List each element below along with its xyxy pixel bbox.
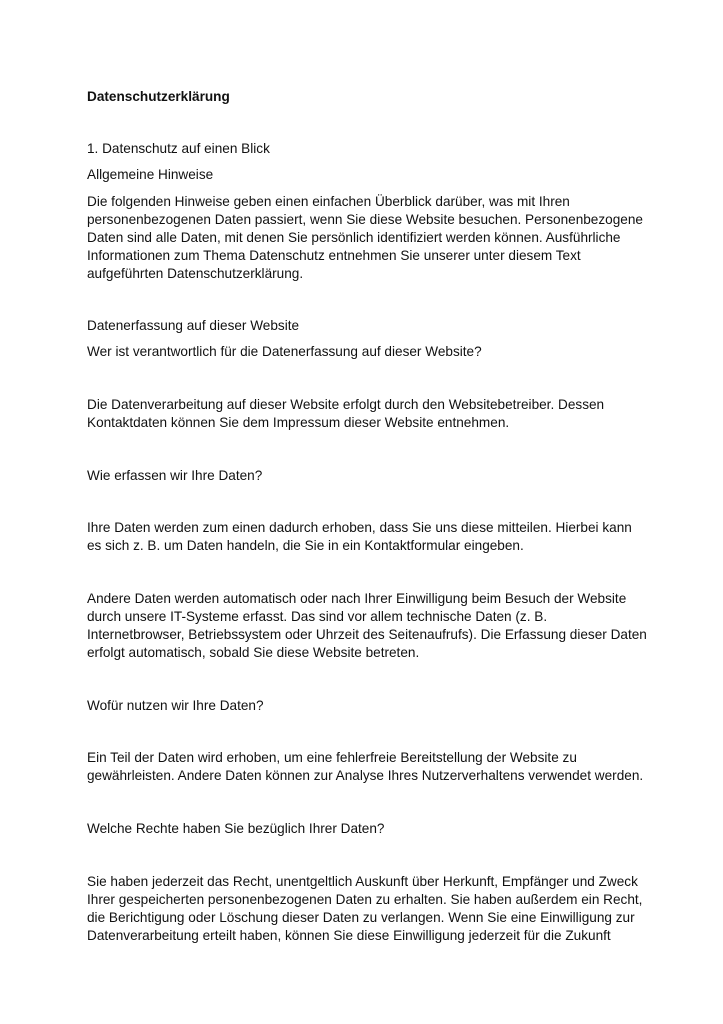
question-rights: Welche Rechte haben Sie bezüglich Ihrer Daten? bbox=[87, 821, 385, 836]
general-paragraph-line: Die folgenden Hinweise geben einen einfachen Überblick darüber, was mit Ihren bbox=[87, 194, 570, 209]
document-title: Datenschutzerklärung bbox=[87, 89, 230, 104]
responsible-paragraph-line: Die Datenverarbeitung auf dieser Website erfolgt durch den Websitebetreiber. Dessen bbox=[87, 397, 605, 412]
subheading-general: Allgemeine Hinweise bbox=[87, 167, 214, 182]
section-heading: 1. Datenschutz auf einen Blick bbox=[87, 141, 270, 156]
general-paragraph-line: personenbezogenen Daten passiert, wenn Sie diese Website besuchen. Personenbezogene bbox=[87, 212, 643, 227]
rights-paragraph-line: Datenverarbeitung erteilt haben, können Sie diese Einwilligung jederzeit für die Zukunft bbox=[87, 928, 611, 943]
general-paragraph-line: Daten sind alle Daten, mit denen Sie persönlich identifiziert werden können. Ausführliche bbox=[87, 230, 621, 245]
how-collect-paragraph-2-line: erfolgt automatisch, sobald Sie diese Website betreten. bbox=[87, 645, 420, 660]
how-collect-paragraph-1-line: es sich z. B. um Daten handeln, die Sie in ein Kontaktformular eingeben. bbox=[87, 538, 524, 553]
question-responsible: Wer ist verantwortlich für die Datenerfassung auf dieser Website? bbox=[87, 344, 482, 359]
responsible-paragraph-line: Kontaktdaten können Sie dem Impressum dieser Website entnehmen. bbox=[87, 415, 510, 430]
how-collect-paragraph-1-line: Ihre Daten werden zum einen dadurch erhoben, dass Sie uns diese mitteilen. Hierbei kann bbox=[87, 520, 632, 535]
rights-paragraph-line: Ihrer gespeicherten personenbezogenen Daten zu erhalten. Sie haben außerdem ein Recht, bbox=[87, 892, 643, 907]
purpose-paragraph-line: Ein Teil der Daten wird erhoben, um eine fehlerfreie Bereitstellung der Website zu bbox=[87, 750, 577, 765]
how-collect-paragraph-2-line: Andere Daten werden automatisch oder nach Ihrer Einwilligung beim Besuch der Website bbox=[87, 591, 627, 606]
general-paragraph-line: Informationen zum Thema Datenschutz entnehmen Sie unserer unter diesem Text bbox=[87, 248, 581, 263]
purpose-paragraph-line: gewährleisten. Andere Daten können zur Analyse Ihres Nutzerverhaltens verwendet werden. bbox=[87, 768, 644, 783]
rights-paragraph-line: Sie haben jederzeit das Recht, unentgeltlich Auskunft über Herkunft, Empfänger und Zweck bbox=[87, 874, 638, 889]
rights-paragraph-line: die Berichtigung oder Löschung dieser Daten zu verlangen. Wenn Sie eine Einwilligung zur bbox=[87, 910, 635, 925]
how-collect-paragraph-2-line: durch unsere IT-Systeme erfasst. Das sind vor allem technische Daten (z. B. bbox=[87, 609, 548, 624]
question-purpose: Wofür nutzen wir Ihre Daten? bbox=[87, 698, 264, 713]
general-paragraph-line: aufgeführten Datenschutzerklärung. bbox=[87, 266, 304, 281]
question-how-collect: Wie erfassen wir Ihre Daten? bbox=[87, 468, 263, 483]
how-collect-paragraph-2-line: Internetbrowser, Betriebssystem oder Uhrzeit des Seitenaufrufs). Die Erfassung dieser Daten bbox=[87, 627, 647, 642]
subheading-data-collection: Datenerfassung auf dieser Website bbox=[87, 318, 300, 333]
